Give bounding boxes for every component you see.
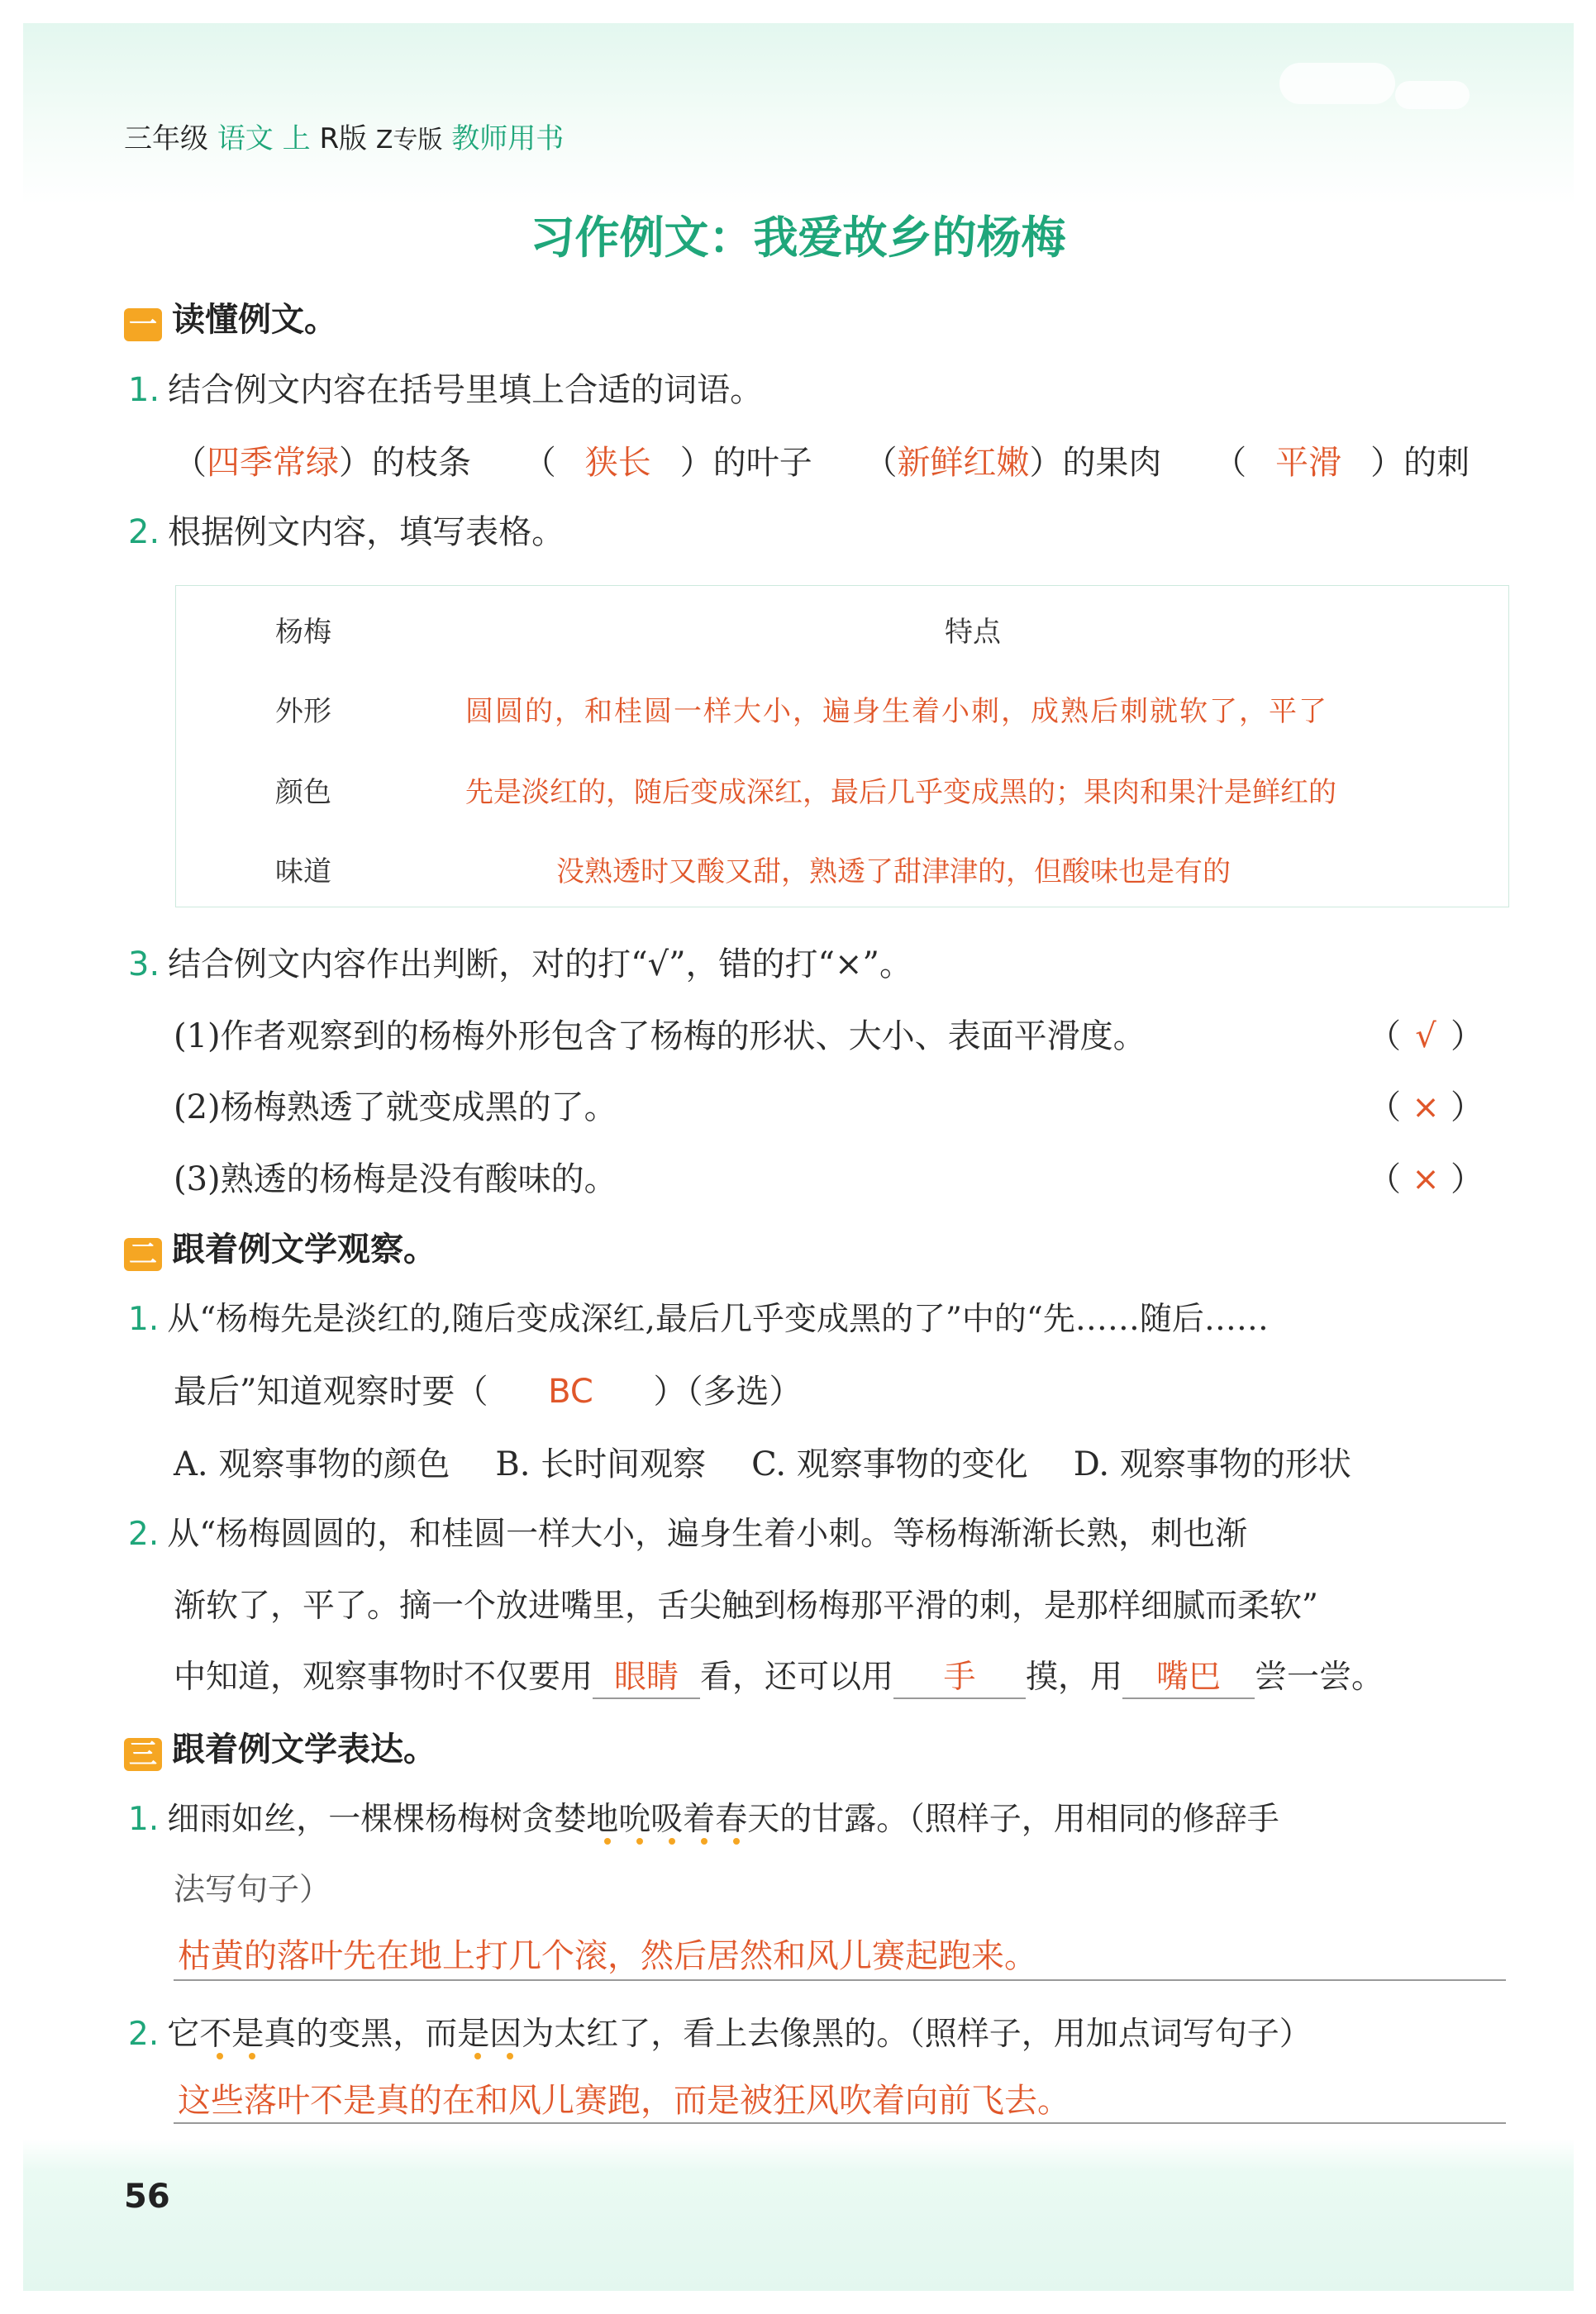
judgment-paren: （ × ） <box>1368 1160 1484 1198</box>
dotted-words: 而是 <box>425 2016 490 2053</box>
question-text: 从“杨梅圆圆的，和桂圆一样大小，遍身生着小刺。等杨梅渐渐长熟，刺也渐 <box>167 1516 1248 1553</box>
question <box>128 1793 1279 1840</box>
question-line <box>174 1651 1384 1699</box>
answer-line <box>174 1979 1506 1981</box>
answer-blank: 嘴巴 <box>1122 1651 1255 1699</box>
header-edition-z: Z专版 <box>375 126 443 155</box>
question-text: 看，还可以用 <box>700 1659 894 1696</box>
option-d: D. 观察事物的形状 <box>1073 1445 1351 1483</box>
section-label: 跟着例文学表达。 <box>172 1731 436 1769</box>
question-text: 因为太红了，看上去像黑的。（照样子，用加点词写句子） <box>489 2016 1312 2053</box>
emphasis-dot <box>669 1838 675 1845</box>
emphasis-dot <box>701 1838 707 1845</box>
judgment-mark: √ <box>1415 1017 1436 1055</box>
answer-sentence: 枯黄的落叶先在地上打几个滚，然后居然和风儿赛起跑来。 <box>178 1937 1037 1975</box>
question <box>128 506 565 553</box>
question-text: 着春天的甘露。（照样子，用相同的修辞手 <box>683 1801 1279 1838</box>
table-cell-answer: 圆圆的，和桂圆一样大小，遍身生着小刺，成熟后刺就软了，平了 <box>465 695 1328 728</box>
section-number: 一 <box>124 308 162 341</box>
table-row-label: 外形 <box>275 695 331 728</box>
question-line: 渐软了，平了。摘一个放进嘴里，舌尖触到杨梅那平滑的刺，是那样细腻而柔软” <box>174 1588 1318 1625</box>
judgment-item: (2)杨梅熟透了就变成黑的了。 <box>174 1088 617 1126</box>
answer-text: 四季常绿 <box>207 444 339 482</box>
question-number: 1. <box>128 371 160 409</box>
answer-sentence: 这些落叶不是真的在和风儿赛跑，而是被狂风吹着向前飞去。 <box>178 2082 1070 2120</box>
option-c: C. 观察事物的变化 <box>751 1445 1028 1483</box>
section-heading <box>124 1723 436 1771</box>
question-line <box>174 1365 802 1412</box>
question-text: 它 <box>167 2016 200 2053</box>
blank-suffix: 的果肉 <box>1062 444 1162 482</box>
table-header: 特点 <box>945 616 1001 649</box>
question-number: 2. <box>128 1516 160 1553</box>
emphasis-dot <box>474 2053 481 2059</box>
fill-blanks-row: （四季常绿）的枝条 （ 狭长 ）的叶子 （新鲜红嫩）的果肉 （ 平滑 ）的刺 <box>174 436 1470 483</box>
question-line: 法写句子） <box>174 1871 331 1907</box>
question-text: 最后”知道观察时要（ <box>174 1373 488 1411</box>
question-text: 根据例文内容，填写表格。 <box>168 513 565 551</box>
question-number: 2. <box>128 513 160 551</box>
judgment-item: (1)作者观察到的杨梅外形包含了杨梅的形状、大小、表面平滑度。 <box>174 1017 1146 1055</box>
emphasis-dot <box>249 2053 255 2059</box>
question-number: 2. <box>128 2016 160 2053</box>
answer-blank: 手 <box>893 1651 1026 1699</box>
judgment-mark: × <box>1412 1160 1440 1198</box>
question-number: 1. <box>128 1301 160 1338</box>
question-number: 3. <box>128 945 160 983</box>
emphasis-dot <box>507 2053 513 2059</box>
header-edition: R版 <box>319 122 368 155</box>
question-text: 结合例文内容在括号里填上合适的词语。 <box>168 371 764 409</box>
question <box>128 2008 1312 2055</box>
table-cell-answer: 没熟透时又酸又甜，熟透了甜津津的，但酸味也是有的 <box>556 855 1231 888</box>
question <box>128 1508 1247 1555</box>
question-number: 1. <box>128 1801 160 1838</box>
answer-blank: 眼睛 <box>593 1651 700 1699</box>
header-book: 教师用书 <box>451 122 565 155</box>
section-label: 跟着例文学观察。 <box>172 1231 436 1269</box>
section-number: 三 <box>124 1738 162 1771</box>
question-text: ）（多选） <box>653 1373 803 1411</box>
question-text: 尝一尝。 <box>1255 1659 1384 1696</box>
option-a: A. 观察事物的颜色 <box>174 1445 450 1483</box>
question-text: 细雨如丝，一棵棵杨梅树 <box>167 1801 522 1838</box>
blank-suffix: 的枝条 <box>372 444 471 482</box>
book-header <box>124 116 564 156</box>
header-subject: 语文 上 <box>217 122 311 155</box>
judgment-mark: × <box>1412 1088 1440 1126</box>
cloud-decoration <box>1279 63 1395 104</box>
answer-line <box>174 2122 1506 2124</box>
option-b: B. 长时间观察 <box>495 1445 707 1483</box>
table-header: 杨梅 <box>275 616 331 649</box>
question <box>128 364 763 411</box>
judgment-paren: （ √ ） <box>1368 1017 1484 1055</box>
table-row-label: 味道 <box>275 855 331 888</box>
question <box>128 1293 1269 1340</box>
table-row-label: 颜色 <box>275 776 331 809</box>
cloud-decoration <box>1395 81 1470 109</box>
section-label: 读懂例文。 <box>172 301 337 339</box>
header-grade: 三年级 <box>124 122 208 155</box>
dotted-words: 贪婪地吮吸 <box>522 1801 684 1838</box>
emphasis-dot <box>604 1838 611 1845</box>
question-text: 从“杨梅先是淡红的,随后变成深红,最后几乎变成黑的了”中的“先……随后…… <box>167 1301 1269 1338</box>
question-text: 中知道，观察事物时不仅要用 <box>174 1659 593 1696</box>
section-heading <box>124 293 337 341</box>
answer-text: 平滑 <box>1275 444 1342 482</box>
emphasis-dot <box>217 2053 223 2059</box>
feature-table <box>175 585 1509 907</box>
section-heading <box>124 1223 436 1271</box>
judgment-item: (3)熟透的杨梅是没有酸味的。 <box>174 1160 617 1198</box>
question-text: 结合例文内容作出判断，对的打“√”，错的打“×”。 <box>168 945 912 983</box>
question <box>128 938 912 985</box>
table-cell-answer: 先是淡红的，随后变成深红，最后几乎变成黑的；果肉和果汁是鲜红的 <box>465 776 1336 809</box>
answer-text: 新鲜红嫩 <box>897 444 1030 482</box>
emphasis-dot <box>733 1838 740 1845</box>
blank-suffix: 的叶子 <box>712 444 812 482</box>
answer-text: 狭长 <box>584 444 651 482</box>
section-number: 二 <box>124 1238 162 1271</box>
page-title: 习作例文：我爱故乡的杨梅 <box>530 212 1066 264</box>
dotted-words: 不是 <box>199 2016 264 2053</box>
question-text: 摸，用 <box>1026 1659 1123 1696</box>
judgment-paren: （ × ） <box>1368 1088 1484 1126</box>
blank-suffix: 的刺 <box>1403 444 1470 482</box>
question-text: 真的变黑， <box>264 2016 426 2053</box>
emphasis-dot <box>636 1838 643 1845</box>
options-row <box>174 1438 1351 1485</box>
page-number: 56 <box>124 2178 170 2216</box>
answer-text: BC <box>548 1373 593 1411</box>
